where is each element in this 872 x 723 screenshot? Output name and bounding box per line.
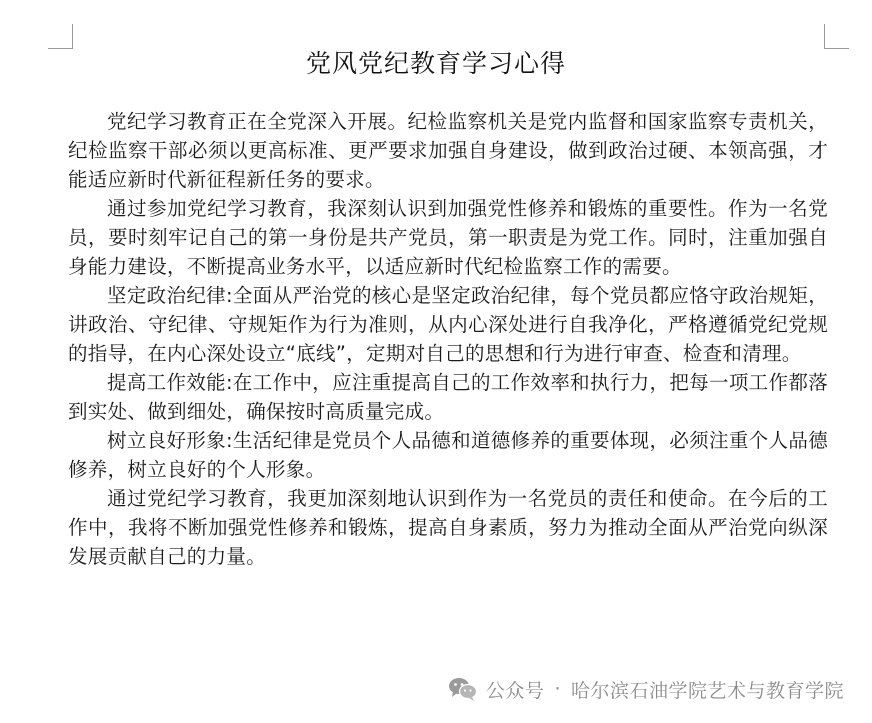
document-title: 党风党纪教育学习心得 (305, 49, 566, 78)
watermark-separator: · (554, 678, 561, 700)
document-body (68, 107, 828, 571)
paragraph-political-discipline: 坚定政治纪律:全面从严治党的核心是坚定政治纪律，每个党员都应恪守政治规矩，讲政治、守纪律、守规矩作为行为准则，从内心深处进行自我净化，严格遵循党纪党规的指导，在内心深处设立“底线”，定期对自己的思想和行为进行审查、检查和清理。 (68, 284, 828, 365)
paragraph-work-efficiency: 提高工作效能:在工作中，应注重提高自己的工作效率和执行力，把每一项工作都落到实处、做到细处，确保按时高质量完成。 (68, 371, 828, 423)
watermark (448, 674, 844, 704)
paragraph-intro: 党纪学习教育正在全党深入开展。纪检监察机关是党内监督和国家监察专责机关，纪检监察干部必须以更高标准、更严要求加强自身建设，做到政治过硬、本领高强，才能适应新时代新征程新任务的要求。 (68, 110, 828, 191)
paragraph-party-spirit: 通过参加党纪学习教育，我深刻认识到加强党性修养和锻炼的重要性。作为一名党员，要时刻牢记自己的第一身份是共产党员，第一职责是为党工作。同时，注重加强自身能力建设，不断提高业务水平，以适应新时代纪检监察工作的需要。 (68, 197, 828, 278)
watermark-prefix: 公众号 (485, 679, 545, 702)
wechat-icon (448, 676, 478, 702)
paragraph-good-image: 树立良好形象:生活纪律是党员个人品德和道德修养的重要体现，必须注重个人品德修养，树立良好的个人形象。 (68, 429, 828, 481)
paragraph-conclusion: 通过党纪学习教育，我更加深刻地认识到作为一名党员的责任和使命。在今后的工作中，我将不断加强党性修养和锻炼，提高自身素质，努力为推动全面从严治党向纵深发展贡献自己的力量。 (68, 487, 828, 568)
watermark-account-name: 哈尔滨石油学院艺术与教育学院 (570, 679, 844, 702)
